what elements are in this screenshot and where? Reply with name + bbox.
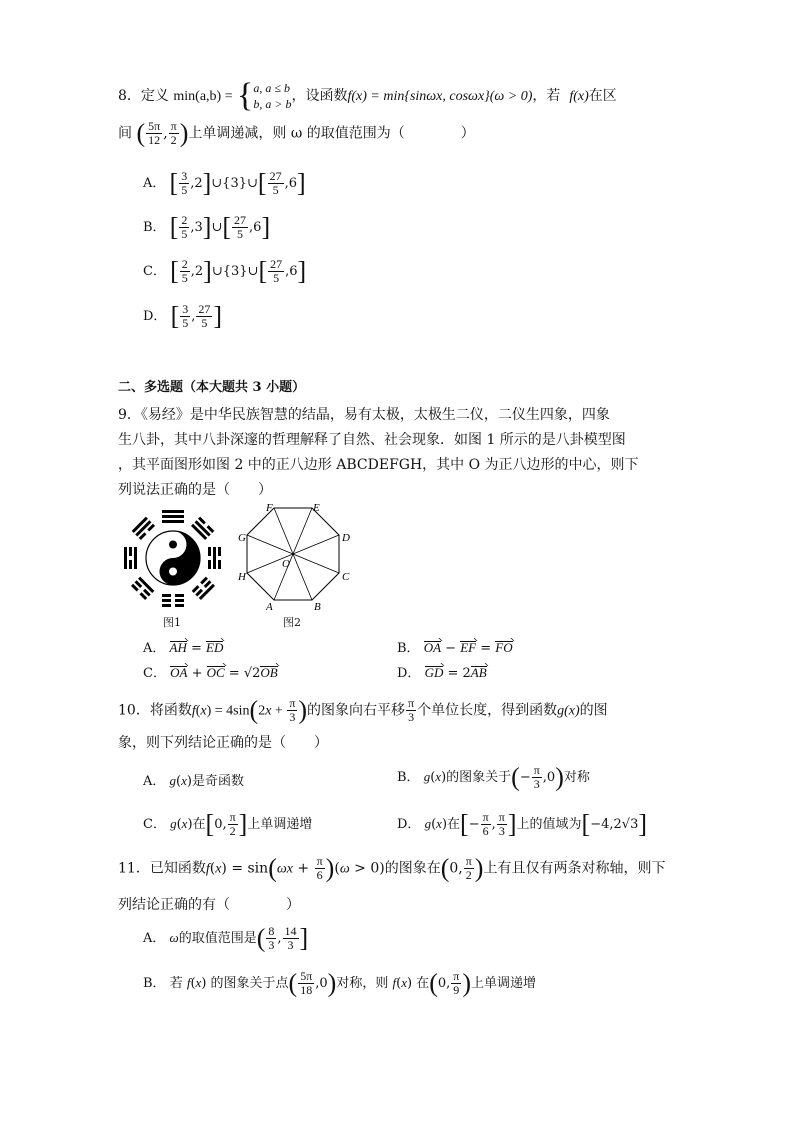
q10-option-d: D． g(x)在[− $\frac{\pi}{6}$ , $\frac{\pi}{3}$ ]上的值域为[−4,2√3] (397, 809, 648, 839)
q8-option-c: C． [ $\frac{2}{5}$ ,2]∪{3}∪[ $\frac{27}{5}$ ,6] (143, 256, 307, 286)
q9-option-b: B． OA − EF = FO (397, 640, 513, 656)
trigram-left (124, 547, 137, 569)
q8-line1 (118, 77, 617, 114)
section-title: 二、多选题（本大题共 3 小题） (118, 380, 306, 395)
q11-tail: 上有且仅有两条对称轴，则下 (483, 860, 666, 877)
option-label: C． (143, 817, 166, 832)
bagua-figure (118, 503, 228, 613)
vertex-label-d: D (342, 532, 350, 544)
frac-den: 12 (148, 133, 161, 147)
q9-option-a: A． AH = ED (143, 640, 224, 656)
option-label: D． (397, 817, 421, 832)
bracket-close: ) (179, 118, 189, 148)
vertex-label-h: H (238, 571, 246, 583)
octagon-figure (236, 500, 352, 612)
q10-option-c: C． g(x)在[0, $\frac{\pi}{2}$ ]上单调递增 (143, 809, 313, 839)
option-label: A． (143, 176, 166, 191)
vertex-label-e: E (313, 502, 320, 514)
q8-mid-text: ，设函数 (291, 88, 348, 104)
q11-lead: 11．已知函数 (118, 860, 206, 877)
vertex-label-b: B (314, 601, 321, 612)
q9-line4: 列说法正确的是（ ） (118, 482, 272, 498)
q10-lead: 10．将函数 (118, 702, 192, 719)
q11-option-a: A． ω的取值范围是( $\frac{8}{3}$ , $\frac{14}{3}$ ] (143, 923, 309, 953)
q8-tail: 上单调递减，则 ω 的取值范围为（ ） (188, 125, 475, 142)
q10-option-b: B． g(x)的图象关于(− $\frac{\pi}{3}$ ,0)对称 (397, 762, 590, 792)
taiji-icon (146, 531, 200, 585)
option-label: B． (143, 220, 166, 235)
option-label: A． (143, 641, 166, 656)
q8-min-expr: min(a,b) = (173, 89, 233, 104)
q8-case-1: a, a ≤ b (253, 81, 290, 95)
trigram-top (162, 510, 184, 523)
q10-result-text: 个单位长度，得到函数 (417, 702, 558, 719)
trigram-bl (131, 577, 154, 600)
frac-num: 5π (148, 119, 161, 133)
q8-define-text: 定义 (140, 88, 169, 104)
q8-frac-1 (146, 120, 162, 147)
q8-cases (253, 80, 291, 112)
q8-option-b: B． [ $\frac{2}{5}$ ,3]∪[ $\frac{27}{5}$ ,6] (143, 212, 271, 242)
q11-line2: 列结论正确的有（ ） (118, 897, 300, 913)
trigram-bottom (162, 594, 184, 607)
option-label: B． (143, 976, 166, 991)
q10-option-a: A． g(x)是奇函数 (143, 773, 244, 789)
q8-line2: 间 ( $\frac{5\pi}{12}$ , $\frac{\pi}{2}$ )上单调递减，则 ω 的取值范围为（ ） (118, 118, 475, 148)
option-label: D． (143, 309, 167, 324)
q9-option-c: C． OA + OC = √2OB (143, 665, 278, 681)
q8-function: f(x) = min{sinωx, cosωx}(ω > 0) (347, 89, 533, 104)
option-label: A． (143, 774, 166, 789)
q10-tail: 的图 (579, 702, 608, 719)
q10-line2: 象，则下列结论正确的是（ ） (118, 735, 328, 751)
q10-line1: 10．将函数f(x) = 4sin(2x + $\frac{\pi}{3}$ )的图象向右平移 $\frac{\pi}{3}$ 个单位长度，得到函数g(x)的图 (118, 695, 608, 725)
q8-option-a: A． [ $\frac{3}{5}$ ,2]∪{3}∪[ $\frac{27}{5}$ ,6] (143, 168, 306, 198)
vertex-label-f: F (266, 502, 273, 514)
option-label: B． (397, 770, 420, 785)
q8-jian: 间 (118, 125, 132, 142)
fig2-caption: 图2 (283, 616, 301, 629)
vertex-label-a: A (266, 601, 273, 612)
center-label-o: O (282, 558, 290, 570)
q8-zaiqu: 在区 (588, 88, 617, 104)
q10-shift-text: 的图象向右平移 (307, 702, 406, 719)
q8-option-d: D． [ $\frac{3}{5}$ , $\frac{27}{5}$ ] (143, 301, 223, 331)
q8-fx: f(x) (569, 89, 589, 104)
trigram-tl (132, 517, 155, 540)
trigram-right (208, 547, 221, 569)
trigram-tr (191, 517, 214, 540)
q11-option-b: B． 若 f(x) 的图象关于点( $\frac{5\pi}{18}$ ,0)对称，则 f(x) 在(0, $\frac{\pi}{9}$ )上单调递增 (143, 968, 537, 998)
option-label: B． (397, 641, 420, 656)
q8-brace: { (237, 77, 254, 114)
option-label: D． (397, 666, 421, 681)
q9-line3: ，其平面图形如图 2 中的正八边形 ABCDEFGH，其中 O 为正八边形的中心，则下 (118, 457, 639, 473)
q8-number: 8． (118, 88, 141, 104)
bracket-open: ( (136, 118, 146, 148)
q9-line1: 9．《易经》是中华民族智慧的结晶，易有太极，太极生二仪，二仪生四象，四象 (118, 407, 610, 423)
option-label: C． (143, 264, 166, 279)
option-label: C． (143, 666, 166, 681)
q8-if-text: ，若 (532, 88, 561, 104)
option-label: A． (143, 931, 166, 946)
trigram-br (192, 577, 215, 600)
q9-option-d: D． GD = 2AB (397, 665, 487, 681)
q8-frac-2 (169, 120, 179, 147)
q8-case-2: b, a > b (253, 97, 292, 111)
fig1-caption: 图1 (163, 616, 181, 629)
frac-num: π (170, 119, 177, 133)
q11-line1: 11．已知函数f(x) = sin(ωx + $\frac{\pi}{6}$ )(ω > 0)的图象在(0, $\frac{\pi}{2}$ )上有且仅有两条对称轴，则下 (118, 853, 666, 883)
vertex-label-g: G (238, 532, 246, 544)
q10-gx: g(x) (557, 703, 580, 719)
q9-line2: 生八卦，其中八卦深邃的哲理解释了自然、社会现象．如图 1 所示的是八卦模型图 (118, 432, 626, 448)
frac-den: 2 (170, 133, 177, 147)
vertex-label-c: C (342, 571, 350, 583)
q11-mid: 的图象在 (384, 860, 441, 877)
